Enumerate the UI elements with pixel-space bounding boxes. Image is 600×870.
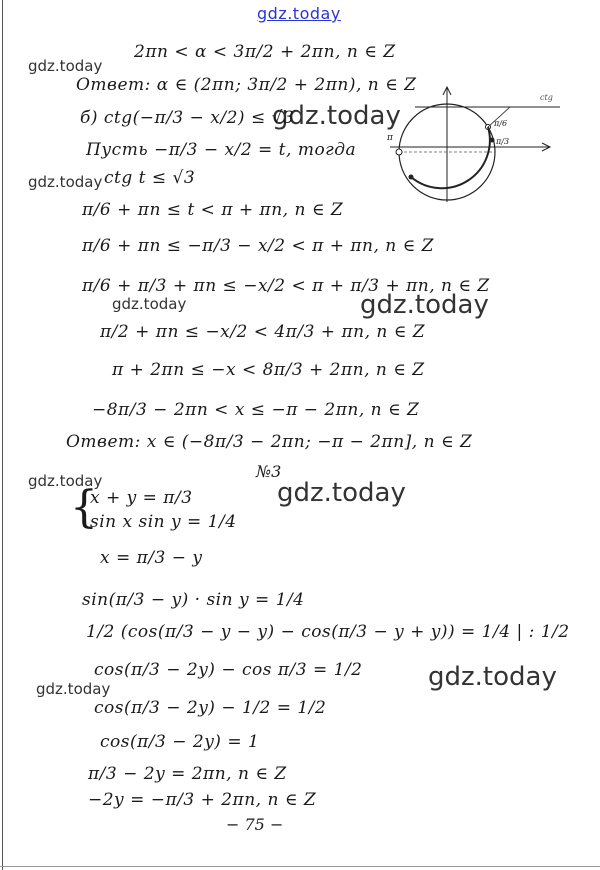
cos-step-2: cos(π/3 − 2y) − 1/2 = 1/2 — [94, 698, 327, 718]
step-6: −8π/3 − 2πn < x ≤ −π − 2πn, n ∈ Z — [92, 400, 420, 420]
watermark: gdz.today — [428, 662, 557, 692]
step-5: π + 2πn ≤ −x < 8π/3 + 2πn, n ∈ Z — [112, 360, 425, 380]
step-1: π/6 + πn ≤ t < π + πn, n ∈ Z — [82, 200, 344, 220]
label-pi: π — [387, 133, 393, 143]
watermark: gdz.today — [360, 290, 489, 320]
watermark: gdz.today — [36, 680, 111, 698]
page-bottom-edge — [0, 866, 600, 867]
problem-number: №3 — [256, 462, 282, 481]
step-3: π/6 + π/3 + πn ≤ −x/2 < π + π/3 + πn, n ∈ Z — [82, 276, 490, 296]
solution-arc — [411, 127, 490, 188]
interval-a: 2πn < α < 3π/2 + 2πn, n ∈ Z — [134, 42, 396, 62]
substitution-b: Пусть −π/3 − x/2 = t, тогда — [86, 140, 357, 160]
watermark: gdz.today — [28, 472, 103, 490]
watermark: gdz.today — [272, 101, 401, 131]
cos-step-1: cos(π/3 − 2y) − cos π/3 = 1/2 — [94, 660, 363, 680]
solve-step-2: −2y = −π/3 + 2πn, n ∈ Z — [88, 790, 317, 810]
step-4: π/2 + πn ≤ −x/2 < 4π/3 + πn, n ∈ Z — [100, 322, 426, 342]
system-brace: { — [70, 482, 98, 533]
label-pi-6: π/6 — [494, 119, 508, 128]
substitution-3: sin(π/3 − y) · sin y = 1/4 — [82, 590, 305, 610]
solve-step-1: π/3 − 2y = 2πn, n ∈ Z — [88, 764, 287, 784]
unit-circle-diagram — [380, 82, 565, 207]
x-expression: x = π/3 − y — [100, 548, 203, 568]
answer-b: Ответ: x ∈ (−8π/3 − 2πn; −π − 2πn], n ∈ Z — [66, 432, 473, 452]
inequality-b: б) ctg(−π/3 − x/2) ≤ √3 — [80, 108, 295, 128]
step-2: π/6 + πn ≤ −π/3 − x/2 < π + πn, n ∈ Z — [82, 236, 434, 256]
label-ctg: ctg — [540, 93, 553, 102]
watermark-top[interactable]: gdz.today — [257, 4, 341, 23]
label-pi-3: π/3 — [496, 137, 510, 146]
page-left-edge — [2, 0, 3, 870]
page-number: − 75 − — [226, 815, 284, 834]
watermark: gdz.today — [277, 478, 406, 508]
system-eq-1: x + y = π/3 — [90, 488, 193, 508]
product-to-sum: 1/2 (cos(π/3 − y − y) − cos(π/3 − y + y)) = 1/4 | : 1/2 — [86, 622, 570, 642]
watermark: gdz.today — [28, 57, 103, 75]
point-pi — [396, 149, 402, 155]
watermark: gdz.today — [112, 295, 187, 313]
cos-step-3: cos(π/3 − 2y) = 1 — [100, 732, 260, 752]
ctg-t-line: ctg t ≤ √3 — [104, 168, 196, 188]
system-eq-2: sin x sin y = 1/4 — [90, 512, 237, 532]
answer-a: Ответ: α ∈ (2πn; 3π/2 + 2πn), n ∈ Z — [76, 75, 417, 95]
watermark: gdz.today — [28, 173, 103, 191]
